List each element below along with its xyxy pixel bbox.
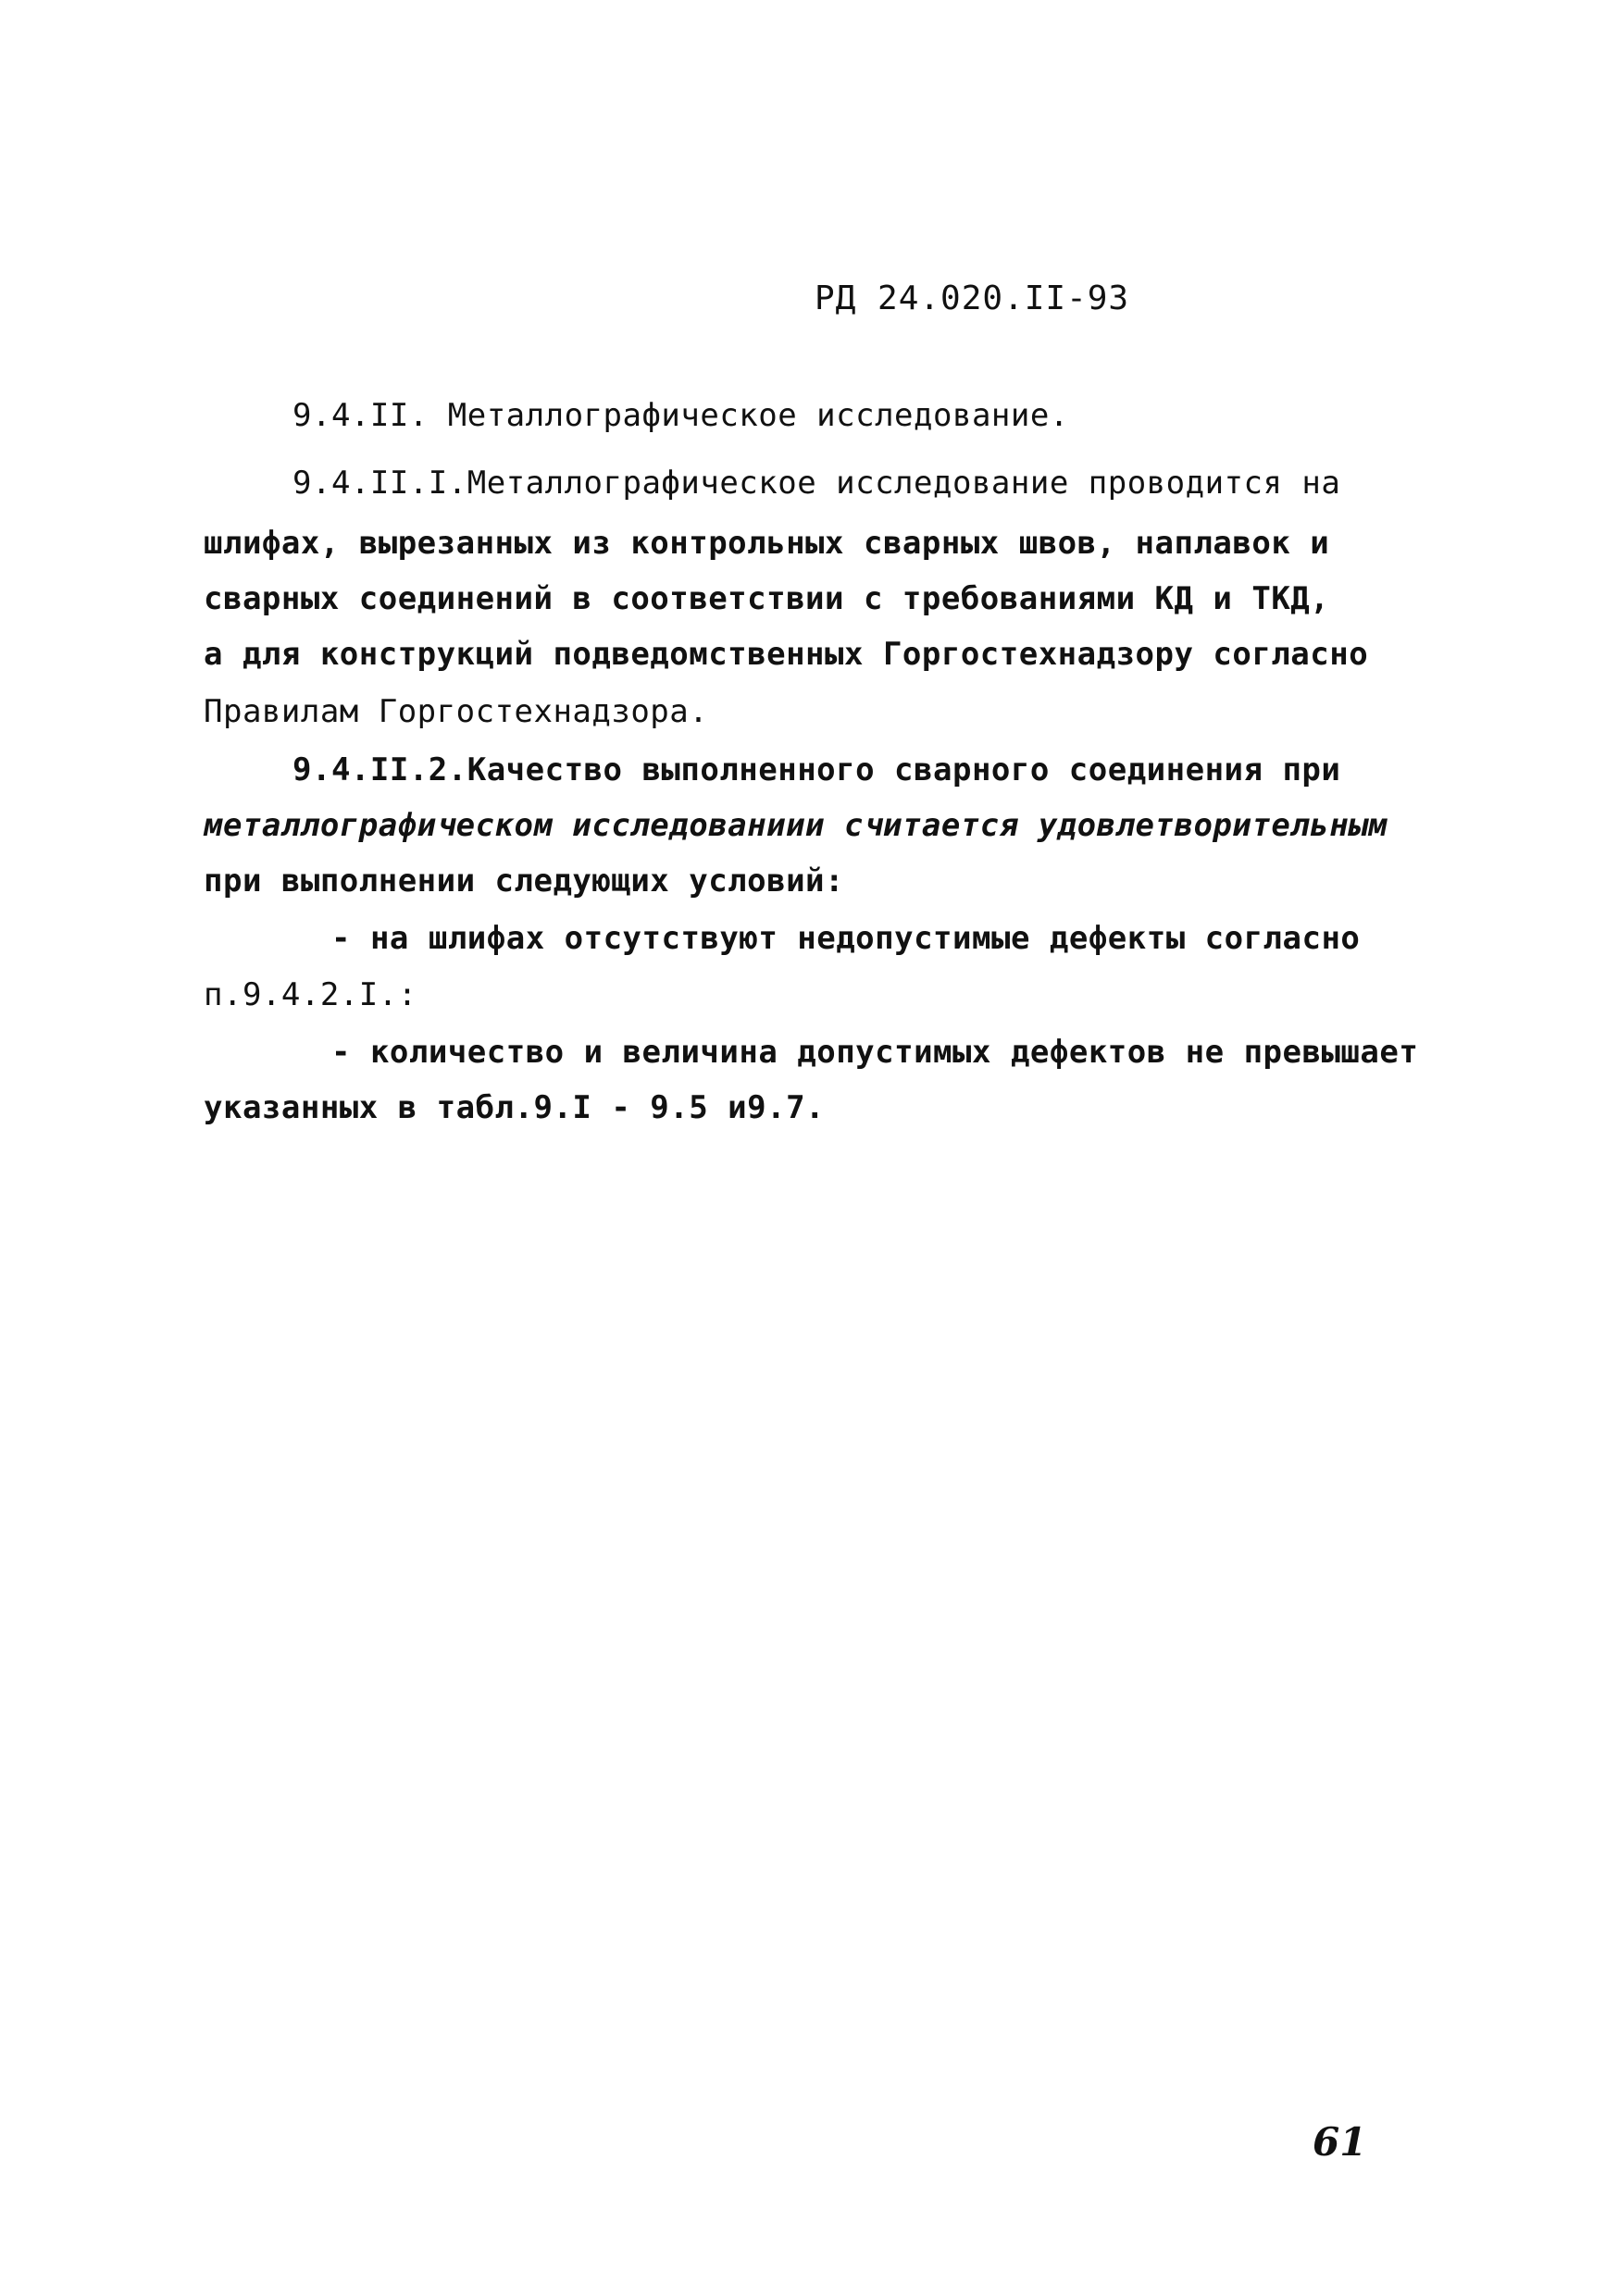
document-code: РД 24.020.II-93 bbox=[815, 279, 1130, 317]
text-line: указанных в табл.9.I - 9.5 и9.7. bbox=[204, 1089, 826, 1126]
text-line: 9.4.II.I.Металлографическое исследование проводится на bbox=[292, 465, 1341, 502]
text-line: металлографическом исследованиии считается удовлетворительным bbox=[204, 807, 1388, 844]
text-line: а для конструкций подведомственных Горгостехнадзору согласно bbox=[204, 636, 1369, 673]
text-line: - на шлифах отсутствуют недопустимые дефекты согласно bbox=[331, 920, 1361, 957]
text-line: шлифах, вырезанных из контрольных сварных швов, наплавок и bbox=[204, 525, 1330, 562]
text-line: п.9.4.2.I.: bbox=[204, 976, 417, 1013]
page-number: 61 bbox=[1313, 2119, 1367, 2165]
section-title: 9.4.II. Металлографическое исследование. bbox=[292, 397, 1069, 434]
text-line: сварных соединений в соответствии с требованиями КД и ТКД, bbox=[204, 580, 1330, 617]
text-line: 9.4.II.2.Качество выполненного сварного соединения при bbox=[292, 751, 1341, 788]
text-line: Правилам Горгостехнадзора. bbox=[204, 693, 709, 730]
text-line: при выполнении следующих условий: bbox=[204, 863, 845, 900]
text-line: - количество и величина допустимых дефектов не превышает bbox=[331, 1034, 1419, 1071]
